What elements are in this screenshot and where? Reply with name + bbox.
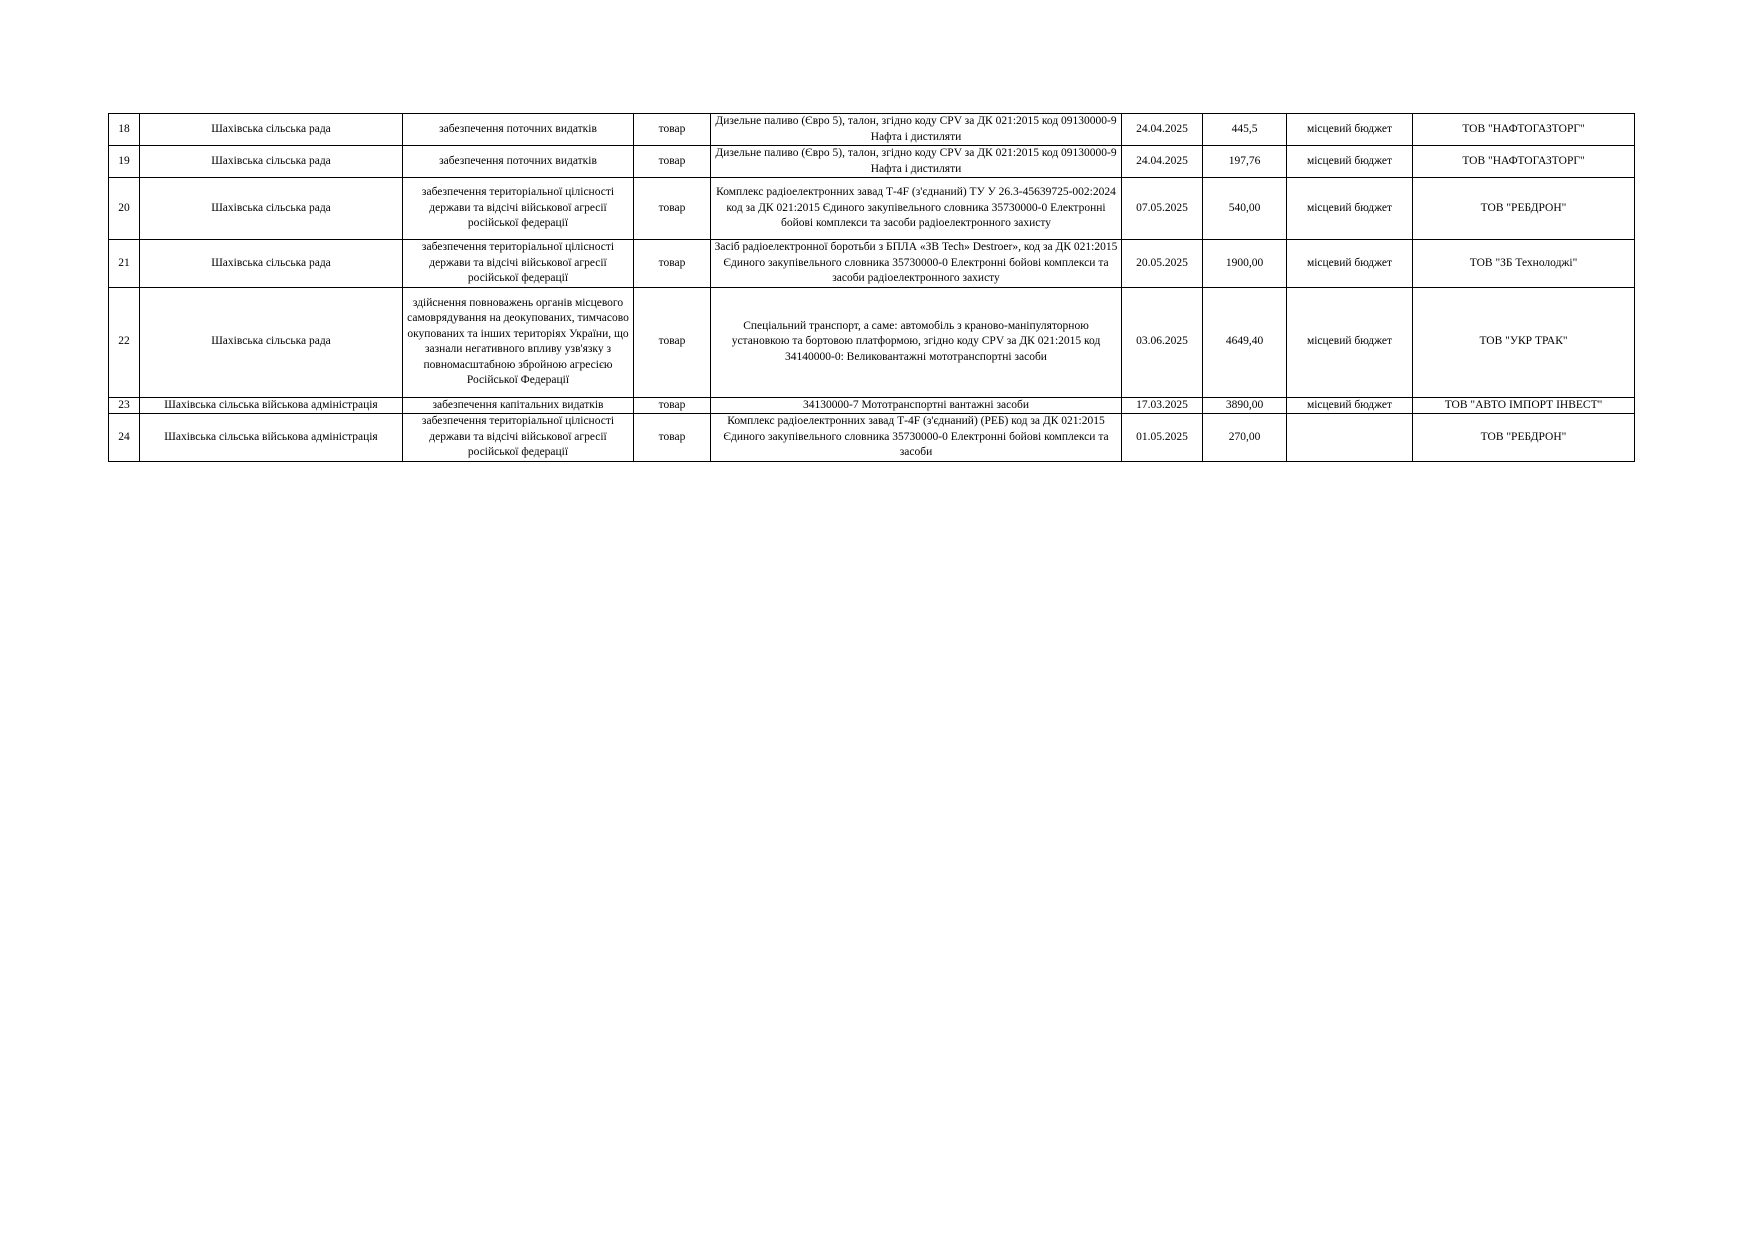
funding-source-cell	[1287, 414, 1413, 462]
type-cell: товар	[634, 414, 711, 462]
subject-cell: 34130000-7 Мототранспортні вантажні засоби	[711, 397, 1122, 414]
purpose-cell: забезпечення капітальних видатків	[403, 397, 634, 414]
date-cell: 07.05.2025	[1122, 178, 1203, 240]
funding-source-cell: місцевий бюджет	[1287, 114, 1413, 146]
purpose-cell: здійснення повноважень органів місцевого самоврядування на деокупованих, тимчасово окупованих та інших територіях України, що зазнали негативного впливу узв'язку з повномасштабною збройною агресією Російської Федерації	[403, 287, 634, 397]
purpose-cell: забезпечення територіальної цілісності держави та відсічі військової агресії російської федерації	[403, 414, 634, 462]
subject-cell: Комплекс радіоелектронних завад Т-4F (з'єднаний) (РЕБ) код за ДК 021:2015 Єдиного закупівельного словника 35730000-0 Електронні бойові комплекси та засоби	[711, 414, 1122, 462]
subject-cell: Дизельне паливо (Євро 5), талон, згідно коду CPV за ДК 021:2015 код 09130000-9 Нафта і дистиляти	[711, 146, 1122, 178]
row-number: 19	[109, 146, 140, 178]
table-row	[109, 240, 1635, 288]
supplier-cell: ТОВ "РЕБДРОН"	[1413, 414, 1635, 462]
supplier-cell: ТОВ "ЗБ Технолоджі"	[1413, 240, 1635, 288]
date-cell: 24.04.2025	[1122, 114, 1203, 146]
table-row	[109, 397, 1635, 414]
funding-source-cell: місцевий бюджет	[1287, 240, 1413, 288]
customer-cell: Шахівська сільська рада	[140, 114, 403, 146]
supplier-cell: ТОВ "НАФТОГАЗТОРГ"	[1413, 114, 1635, 146]
funding-source-cell: місцевий бюджет	[1287, 178, 1413, 240]
subject-cell: Дизельне паливо (Євро 5), талон, згідно коду CPV за ДК 021:2015 код 09130000-9 Нафта і дистиляти	[711, 114, 1122, 146]
row-number: 21	[109, 240, 140, 288]
type-cell: товар	[634, 397, 711, 414]
supplier-cell: ТОВ "РЕБДРОН"	[1413, 178, 1635, 240]
subject-cell: Засіб радіоелектронної боротьби з БПЛА «ЗВ Tech» Destroer», код за ДК 021:2015 Єдиного закупівельного словника 35730000-0 Електронні бойові комплекси та засоби радіоелектронного захисту	[711, 240, 1122, 288]
type-cell: товар	[634, 287, 711, 397]
customer-cell: Шахівська сільська рада	[140, 146, 403, 178]
purpose-cell: забезпечення поточних видатків	[403, 114, 634, 146]
row-number: 23	[109, 397, 140, 414]
date-cell: 17.03.2025	[1122, 397, 1203, 414]
type-cell: товар	[634, 114, 711, 146]
purpose-cell: забезпечення поточних видатків	[403, 146, 634, 178]
amount-cell: 445,5	[1203, 114, 1287, 146]
type-cell: товар	[634, 146, 711, 178]
amount-cell: 197,76	[1203, 146, 1287, 178]
amount-cell: 3890,00	[1203, 397, 1287, 414]
table-row	[109, 146, 1635, 178]
customer-cell: Шахівська сільська рада	[140, 178, 403, 240]
row-number: 20	[109, 178, 140, 240]
table-row	[109, 287, 1635, 397]
table-row	[109, 178, 1635, 240]
date-cell: 01.05.2025	[1122, 414, 1203, 462]
funding-source-cell: місцевий бюджет	[1287, 287, 1413, 397]
purpose-cell: забезпечення територіальної цілісності держави та відсічі військової агресії російської федерації	[403, 240, 634, 288]
type-cell: товар	[634, 178, 711, 240]
funding-source-cell: місцевий бюджет	[1287, 397, 1413, 414]
supplier-cell: ТОВ "НАФТОГАЗТОРГ"	[1413, 146, 1635, 178]
subject-cell: Комплекс радіоелектронних завад Т-4F (з'єднаний) ТУ У 26.3-45639725-002:2024 код за ДК 021:2015 Єдиного закупівельного словника 35730000-0 Електронні бойові комплекси та засоби радіоелектронного захисту	[711, 178, 1122, 240]
amount-cell: 4649,40	[1203, 287, 1287, 397]
amount-cell: 270,00	[1203, 414, 1287, 462]
customer-cell: Шахівська сільська рада	[140, 287, 403, 397]
row-number: 24	[109, 414, 140, 462]
funding-source-cell: місцевий бюджет	[1287, 146, 1413, 178]
amount-cell: 1900,00	[1203, 240, 1287, 288]
customer-cell: Шахівська сільська рада	[140, 240, 403, 288]
customer-cell: Шахівська сільська військова адміністрація	[140, 414, 403, 462]
table-row	[109, 114, 1635, 146]
purpose-cell: забезпечення територіальної цілісності держави та відсічі військової агресії російської федерації	[403, 178, 634, 240]
row-number: 22	[109, 287, 140, 397]
row-number: 18	[109, 114, 140, 146]
type-cell: товар	[634, 240, 711, 288]
procurement-table	[108, 113, 1635, 462]
supplier-cell: ТОВ "УКР ТРАК"	[1413, 287, 1635, 397]
date-cell: 24.04.2025	[1122, 146, 1203, 178]
table-row	[109, 414, 1635, 462]
date-cell: 03.06.2025	[1122, 287, 1203, 397]
subject-cell: Спеціальний транспорт, а саме: автомобіль з крановo-маніпуляторною установкою та бортовою платформою, згідно коду CPV за ДК 021:2015 код 34140000-0: Великовантажні мототранспортні засоби	[711, 287, 1122, 397]
date-cell: 20.05.2025	[1122, 240, 1203, 288]
customer-cell: Шахівська сільська військова адміністрація	[140, 397, 403, 414]
supplier-cell: ТОВ "АВТО ІМПОРТ ІНВЕСТ"	[1413, 397, 1635, 414]
amount-cell: 540,00	[1203, 178, 1287, 240]
